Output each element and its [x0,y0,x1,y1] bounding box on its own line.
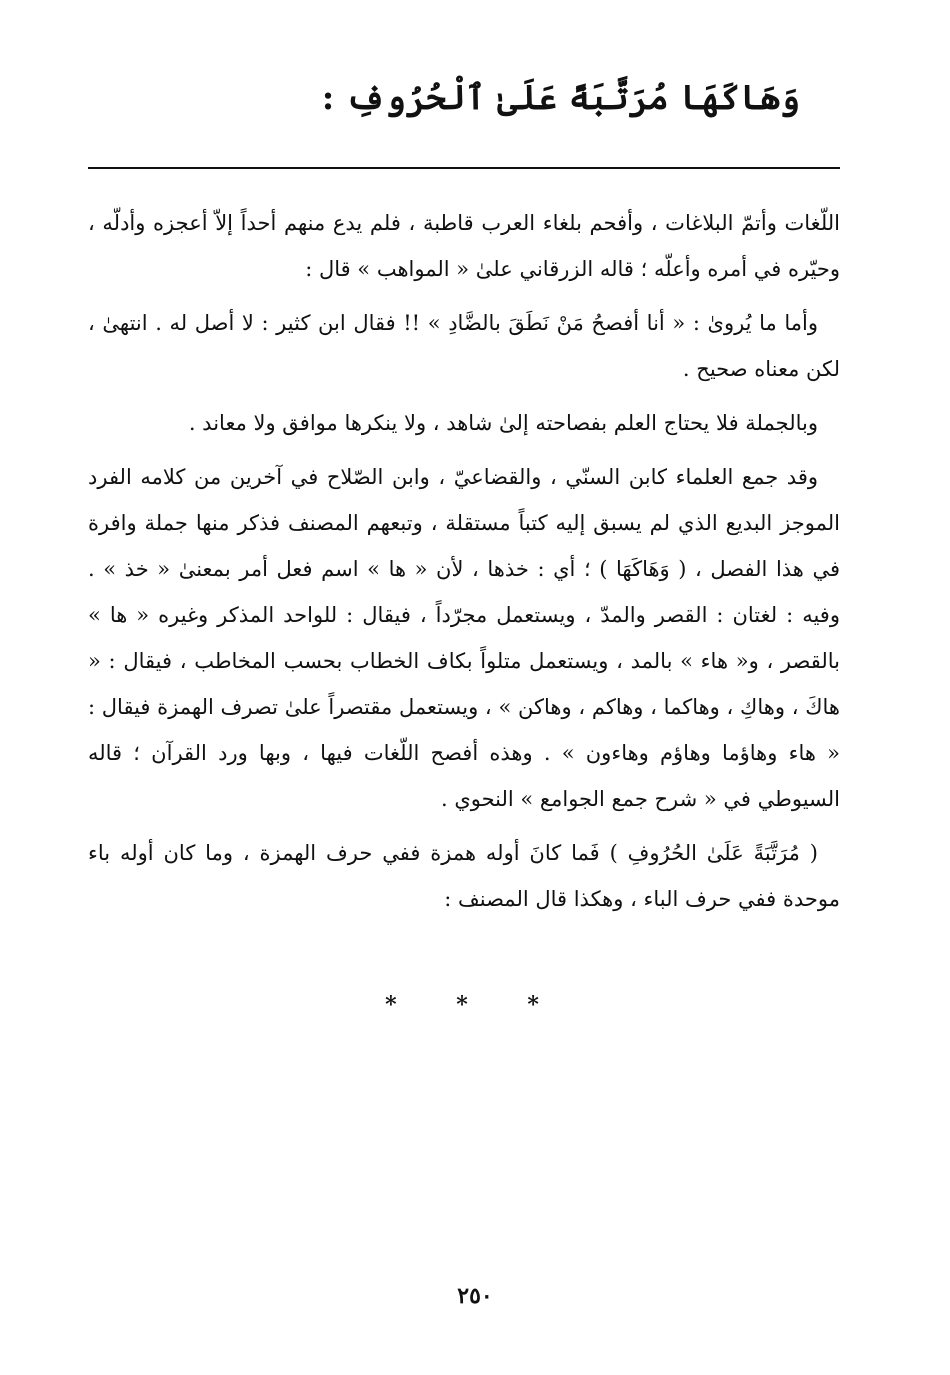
paragraph-2: وأما ما يُروىٰ : « أنا أفصحُ مَنْ نَطَقَ بالضَّادِ » !! فقال ابن كثير : لا أصل له . انتهىٰ ، لكن معناه صحيح . [88,311,840,381]
header-verse: وَهَاكَهَا مُرَتَّبَةً عَلَىٰ ٱلْحُرُوفِ : [321,78,800,118]
paragraph-4: وقد جمع العلماء كابن السنّي ، والقضاعيّ ، وابن الصّلاح في آخرين من كلامه الفرد الموجز البديع الذي لم يسبق إليه كتباً مستقلة ، وتبعهم المصنف فذكر منها جملة وافرة في هذا الفصل ، ( وَهَاكَهَا ) ؛ أي : خذها ، لأن « ها » اسم فعل أمر بمعنىٰ « خذ » . وفيه : لغتان : القصر والمدّ ، ويستعمل مجرّداً ، فيقال : للواحد المذكر وغيره « ها » بالقصر ، و« هاء » بالمد ، ويستعمل متلواً بكاف الخطاب بحسب المخاطب ، فيقال : « هاكَ ، وهاكِ ، وهاكما ، وهاكم ، وهاكن » ، ويستعمل مقتصراً علىٰ تصرف الهمزة فيقال : « هاء وهاؤما وهاؤم وهاءون » . وهذه أفصح اللّغات فيها ، وبها ورد القرآن ؛ قاله السيوطي في « شرح جمع الجوامع » النحوي . [88,465,840,811]
body-text [88,200,840,930]
page-number: ٢٥٠ [457,1283,493,1309]
paragraph-3: وبالجملة فلا يحتاج العلم بفصاحته إلىٰ شاهد ، ولا ينكرها موافق ولا معاند . [188,411,818,435]
section-separator: * * * [385,992,565,1018]
header-divider [88,167,840,169]
paragraph-1: اللّغات وأتمّ البلاغات ، وأفحم بلغاء العرب قاطبة ، فلم يدع منهم أحداً إلاّ أعجزه وأدلّه ، وحيّره في أمره وأعلّه ؛ قاله الزرقاني علىٰ « المواهب » قال : [88,211,840,281]
paragraph-5: ( مُرَتَّبَةً عَلَىٰ الحُرُوفِ ) فَما كانَ أوله همزة ففي حرف الهمزة ، وما كان أوله باء موحدة ففي حرف الباء ، وهكذا قال المصنف : [88,841,840,911]
